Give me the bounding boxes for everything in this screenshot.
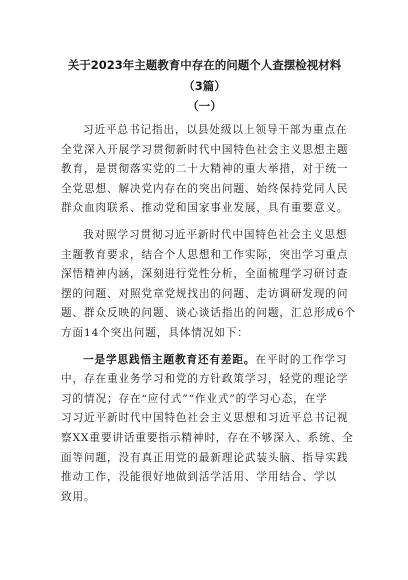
paragraph-lead-text: 在平时的工作学习 bbox=[255, 353, 348, 366]
paragraph-line: 我对照学习贯彻习近平新时代中国特色社会主义思想 bbox=[83, 228, 348, 241]
section-number: （一） bbox=[187, 99, 222, 113]
paragraph-line: 摆的问题、对照党章党规找出的问题、走访调研发现的问 bbox=[61, 287, 349, 300]
paragraph-line: 群众血肉联系、推动党和国家事业发展，具有重要意义。 bbox=[61, 202, 349, 215]
paragraph-2 bbox=[61, 226, 356, 344]
paragraph-3 bbox=[61, 351, 354, 508]
paragraph-line: 面等问题，没有真正用党的最新理论武装头脑、指导实践 bbox=[61, 451, 349, 464]
paragraph-line: 主题教育要求，结合个人思想和工作实际，突出学习重点 bbox=[61, 248, 349, 261]
paragraph-line: 习的情况；存在“应付式”“作业式”的学习心态，在学 bbox=[61, 392, 328, 405]
paragraph-line: 察XX重要讲话重要指示精神时，存在不够深入、系统、全 bbox=[61, 431, 354, 444]
paragraph-line: 中，存在重业务学习和党的方针政策学习，轻党的理论学 bbox=[61, 373, 349, 386]
paragraph-line: 全党深入开展学习贯彻新时代中国特色社会主义思想主题 bbox=[61, 143, 349, 156]
paragraph-line: 习近平总书记指出，以县处级以上领导干部为重点在 bbox=[83, 124, 348, 136]
paragraph-line: 方面14个突出问题，具体情况如下： bbox=[61, 326, 249, 339]
paragraph-line: 题、群众反映的问题、谈心谈话指出的问题，汇总形成6个 bbox=[61, 307, 356, 320]
paragraph-line: 全党思想、解决党内存在的突出问题、始终保持党同人民 bbox=[61, 182, 349, 195]
paragraph-line: 教育，是贯彻落实党的二十大精神的重大举措，对于统一 bbox=[61, 163, 349, 176]
paragraph-1 bbox=[61, 121, 348, 219]
paragraph-line: 习习近平新时代中国特色社会主义思想和习近平总书记视 bbox=[61, 412, 349, 425]
paragraph-lead-heading: 一是学思践悟主题教育还有差距。 bbox=[83, 353, 256, 366]
paragraph-lead-line bbox=[61, 351, 348, 371]
paragraph-line: 推动工作，没能很好地做到活学活用、学用结合、学以 bbox=[61, 471, 337, 484]
document-subtitle: （3篇） bbox=[183, 79, 226, 93]
document-title: 关于2023年主题教育中存在的问题个人查摆检视材料 bbox=[67, 58, 342, 72]
paragraph-line: 致用。 bbox=[61, 490, 96, 503]
paragraph-line: 深悟精神内涵，深刻进行党性分析，全面梳理学习研讨查 bbox=[61, 268, 349, 281]
